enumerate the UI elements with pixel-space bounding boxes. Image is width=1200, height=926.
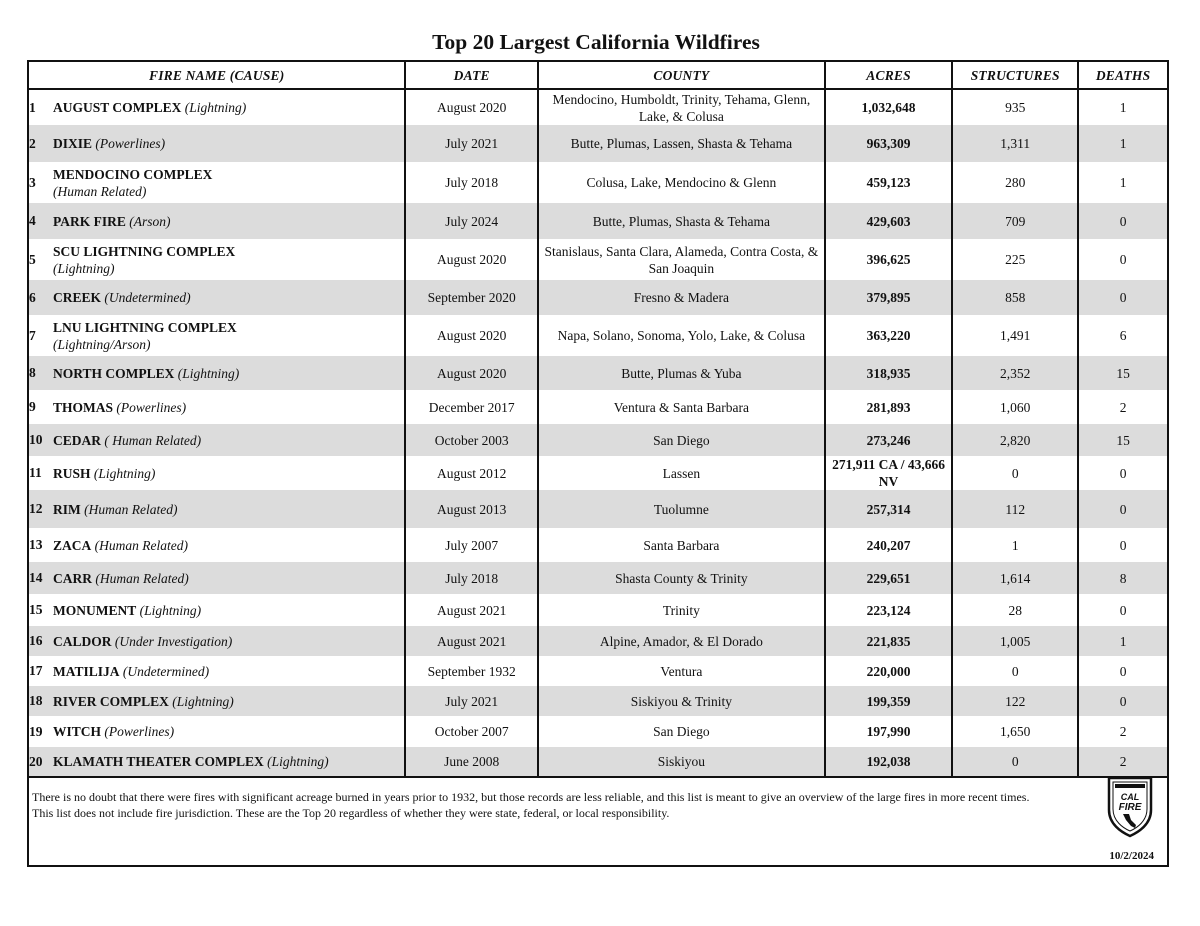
footer-note-2: This list does not include fire jurisdiction. These are the Top 20 regardless of whether they were state, federal, or local responsibility. bbox=[32, 806, 670, 820]
fire-deaths: 0 bbox=[1078, 528, 1167, 562]
fire-name-cell bbox=[29, 424, 405, 456]
fire-structures: 1,060 bbox=[952, 390, 1078, 424]
fire-name: MONUMENT bbox=[53, 602, 137, 618]
fire-cause: (Human Related) bbox=[84, 501, 178, 517]
table-row bbox=[29, 424, 1167, 456]
header-deaths: DEATHS bbox=[1078, 62, 1167, 89]
fire-name-block bbox=[53, 537, 188, 554]
fire-cause: (Human Related) bbox=[94, 537, 188, 553]
table-row bbox=[29, 456, 1167, 490]
fire-name: RIVER COMPLEX bbox=[53, 693, 169, 709]
fire-name-cell bbox=[29, 315, 405, 356]
fire-acres: 459,123 bbox=[825, 162, 953, 203]
table-row bbox=[29, 716, 1167, 747]
fire-name-block bbox=[53, 723, 174, 740]
fire-name-block bbox=[53, 602, 201, 619]
fire-date: October 2003 bbox=[405, 424, 538, 456]
fire-acres: 963,309 bbox=[825, 125, 953, 162]
fire-name-cell bbox=[29, 239, 405, 280]
fire-name-cell bbox=[29, 716, 405, 747]
fire-cause: (Arson) bbox=[129, 213, 171, 229]
table-row bbox=[29, 203, 1167, 239]
fire-name: NORTH COMPLEX bbox=[53, 365, 175, 381]
fire-county: Butte, Plumas & Yuba bbox=[538, 356, 825, 390]
fire-deaths: 1 bbox=[1078, 89, 1167, 125]
fire-county: Tuolumne bbox=[538, 490, 825, 528]
fire-date: July 2024 bbox=[405, 203, 538, 239]
table-row bbox=[29, 162, 1167, 203]
fire-rank: 3 bbox=[29, 174, 36, 190]
fire-name-cell bbox=[29, 626, 405, 656]
fire-acres: 199,359 bbox=[825, 686, 953, 716]
fire-date: July 2018 bbox=[405, 162, 538, 203]
fire-rank: 10 bbox=[29, 432, 43, 448]
fire-name-cell bbox=[29, 356, 405, 390]
fire-county: Siskiyou bbox=[538, 747, 825, 777]
fire-date: July 2007 bbox=[405, 528, 538, 562]
fire-name: THOMAS bbox=[53, 399, 114, 415]
fire-date: September 2020 bbox=[405, 280, 538, 315]
fire-date: June 2008 bbox=[405, 747, 538, 777]
fire-name-block bbox=[53, 365, 239, 382]
fire-rank: 20 bbox=[29, 753, 43, 769]
fire-cause: (Powerlines) bbox=[104, 724, 175, 740]
fire-deaths: 1 bbox=[1078, 125, 1167, 162]
fire-cause: (Lightning) bbox=[53, 260, 115, 276]
fire-date: December 2017 bbox=[405, 390, 538, 424]
fire-county: Santa Barbara bbox=[538, 528, 825, 562]
fire-name-cell bbox=[29, 89, 405, 125]
table-row bbox=[29, 686, 1167, 716]
page-title: Top 20 Largest California Wildfires bbox=[432, 30, 760, 54]
fire-date: August 2020 bbox=[405, 356, 538, 390]
fire-deaths: 0 bbox=[1078, 656, 1167, 686]
fire-name-cell bbox=[29, 390, 405, 424]
fire-rank: 14 bbox=[29, 570, 43, 586]
fire-county: San Diego bbox=[538, 716, 825, 747]
fire-name-block bbox=[53, 213, 171, 230]
fire-name-cell bbox=[29, 528, 405, 562]
svg-text:CAL: CAL bbox=[1120, 792, 1140, 802]
fire-cause: (Lightning) bbox=[184, 100, 247, 116]
fire-structures: 1,311 bbox=[952, 125, 1078, 162]
fire-rank: 19 bbox=[29, 723, 43, 739]
fire-county: Napa, Solano, Sonoma, Yolo, Lake, & Colusa bbox=[538, 315, 825, 356]
fire-name-cell bbox=[29, 747, 405, 777]
fire-date: August 2020 bbox=[405, 315, 538, 356]
table-row bbox=[29, 239, 1167, 280]
cal-fire-logo bbox=[1105, 774, 1155, 838]
fire-deaths: 0 bbox=[1078, 594, 1167, 626]
fire-deaths: 2 bbox=[1078, 747, 1167, 777]
fire-acres: 197,990 bbox=[825, 716, 953, 747]
fire-deaths: 1 bbox=[1078, 162, 1167, 203]
fire-name: CALDOR bbox=[53, 633, 112, 649]
footer-notes bbox=[32, 789, 1092, 821]
fire-deaths: 0 bbox=[1078, 686, 1167, 716]
table-row bbox=[29, 626, 1167, 656]
fire-structures: 225 bbox=[952, 239, 1078, 280]
fire-name-cell bbox=[29, 562, 405, 594]
fire-date: August 2020 bbox=[405, 89, 538, 125]
fire-rank: 11 bbox=[29, 465, 42, 481]
fire-rank: 7 bbox=[29, 327, 36, 343]
fire-structures: 1,650 bbox=[952, 716, 1078, 747]
fire-name-block bbox=[53, 633, 232, 650]
fire-structures: 122 bbox=[952, 686, 1078, 716]
fire-acres: 257,314 bbox=[825, 490, 953, 528]
fire-name: CREEK bbox=[53, 290, 102, 306]
fire-name-block bbox=[53, 399, 186, 416]
fire-name-cell bbox=[29, 162, 405, 203]
fire-county: Butte, Plumas, Shasta & Tehama bbox=[538, 203, 825, 239]
header-date: DATE bbox=[405, 62, 538, 89]
fire-name-cell bbox=[29, 686, 405, 716]
fire-date: August 2021 bbox=[405, 594, 538, 626]
table-row bbox=[29, 125, 1167, 162]
fire-county: Ventura & Santa Barbara bbox=[538, 390, 825, 424]
fire-rank: 18 bbox=[29, 693, 43, 709]
fire-name-cell bbox=[29, 490, 405, 528]
table-row bbox=[29, 528, 1167, 562]
table-body bbox=[29, 89, 1167, 777]
fire-name-cell bbox=[29, 125, 405, 162]
fire-name: ZACA bbox=[53, 537, 92, 553]
fire-cause: (Lightning) bbox=[93, 465, 156, 481]
fire-name-block bbox=[53, 501, 177, 518]
fire-county: Colusa, Lake, Mendocino & Glenn bbox=[538, 162, 825, 203]
fire-deaths: 6 bbox=[1078, 315, 1167, 356]
fire-acres: 273,246 bbox=[825, 424, 953, 456]
table-row bbox=[29, 390, 1167, 424]
fire-cause: (Lightning) bbox=[139, 602, 202, 618]
fire-name-block bbox=[53, 99, 246, 116]
fire-name: LNU LIGHTNING COMPLEX bbox=[53, 319, 237, 335]
fire-name-cell bbox=[29, 594, 405, 626]
fire-name-cell bbox=[29, 656, 405, 686]
fire-deaths: 0 bbox=[1078, 280, 1167, 315]
table-row bbox=[29, 594, 1167, 626]
fire-acres: 221,835 bbox=[825, 626, 953, 656]
fire-structures: 1,491 bbox=[952, 315, 1078, 356]
fire-rank: 9 bbox=[29, 399, 36, 415]
fire-cause: (Lightning) bbox=[177, 365, 240, 381]
fire-name-block bbox=[53, 166, 212, 200]
fire-rank: 13 bbox=[29, 537, 43, 553]
fire-structures: 0 bbox=[952, 456, 1078, 490]
fire-name: WITCH bbox=[53, 724, 102, 740]
fire-name-block bbox=[53, 570, 189, 587]
fire-name-block bbox=[53, 319, 237, 353]
fire-rank: 8 bbox=[29, 365, 36, 381]
fire-structures: 935 bbox=[952, 89, 1078, 125]
table-row bbox=[29, 656, 1167, 686]
fire-structures: 2,820 bbox=[952, 424, 1078, 456]
fire-structures: 1,614 bbox=[952, 562, 1078, 594]
fire-name: SCU LIGHTNING COMPLEX bbox=[53, 243, 236, 259]
fire-cause: (Under Investigation) bbox=[114, 633, 233, 649]
fire-date: August 2020 bbox=[405, 239, 538, 280]
fire-name: CARR bbox=[53, 570, 92, 586]
fire-date: September 1932 bbox=[405, 656, 538, 686]
fire-acres: 1,032,648 bbox=[825, 89, 953, 125]
fire-name-block bbox=[53, 693, 234, 710]
fire-name-block bbox=[53, 663, 209, 680]
fire-deaths: 0 bbox=[1078, 490, 1167, 528]
fire-structures: 0 bbox=[952, 656, 1078, 686]
fire-structures: 280 bbox=[952, 162, 1078, 203]
table-row bbox=[29, 356, 1167, 390]
wildfire-table-sheet bbox=[27, 60, 1169, 867]
table-row bbox=[29, 490, 1167, 528]
fire-cause: ( Human Related) bbox=[104, 432, 202, 448]
fire-name-block bbox=[53, 432, 201, 449]
fire-cause: (Lightning) bbox=[172, 693, 234, 709]
fire-deaths: 15 bbox=[1078, 424, 1167, 456]
fire-deaths: 2 bbox=[1078, 390, 1167, 424]
fire-name-block bbox=[53, 135, 165, 152]
fire-structures: 2,352 bbox=[952, 356, 1078, 390]
fire-acres: 271,911 CA / 43,666 NV bbox=[825, 456, 953, 490]
fire-rank: 15 bbox=[29, 602, 43, 618]
table-row bbox=[29, 89, 1167, 125]
fire-name-cell bbox=[29, 280, 405, 315]
fire-name: PARK FIRE bbox=[53, 213, 126, 229]
fire-date: August 2013 bbox=[405, 490, 538, 528]
fire-rank: 4 bbox=[29, 213, 36, 229]
fire-date: August 2012 bbox=[405, 456, 538, 490]
fire-rank: 2 bbox=[29, 135, 36, 151]
fire-rank: 12 bbox=[29, 501, 43, 517]
table-row bbox=[29, 315, 1167, 356]
fire-name: CEDAR bbox=[53, 432, 102, 448]
fire-structures: 112 bbox=[952, 490, 1078, 528]
fire-acres: 318,935 bbox=[825, 356, 953, 390]
fire-structures: 858 bbox=[952, 280, 1078, 315]
fire-structures: 1 bbox=[952, 528, 1078, 562]
fire-deaths: 8 bbox=[1078, 562, 1167, 594]
fire-county: Trinity bbox=[538, 594, 825, 626]
fire-county: Ventura bbox=[538, 656, 825, 686]
fire-structures: 709 bbox=[952, 203, 1078, 239]
fire-name: MATILIJA bbox=[53, 663, 120, 679]
svg-text:FIRE: FIRE bbox=[1118, 802, 1142, 813]
fire-cause: (Human Related) bbox=[53, 183, 147, 199]
fire-date: October 2007 bbox=[405, 716, 538, 747]
footer-note-1: There is no doubt that there were fires with significant acreage burned in years prior to 1932, but those records are less reliable, and this list is meant to give an overview of the large fires in more recent times. bbox=[32, 790, 1030, 804]
fire-county: Lassen bbox=[538, 456, 825, 490]
fire-deaths: 0 bbox=[1078, 203, 1167, 239]
fire-county: Shasta County & Trinity bbox=[538, 562, 825, 594]
fire-acres: 229,651 bbox=[825, 562, 953, 594]
fire-county: Fresno & Madera bbox=[538, 280, 825, 315]
fire-structures: 1,005 bbox=[952, 626, 1078, 656]
table-row bbox=[29, 747, 1167, 777]
fire-name-block bbox=[53, 289, 191, 306]
fire-acres: 192,038 bbox=[825, 747, 953, 777]
fire-name-block bbox=[53, 465, 155, 482]
fire-structures: 0 bbox=[952, 747, 1078, 777]
fire-deaths: 2 bbox=[1078, 716, 1167, 747]
fire-cause: (Human Related) bbox=[95, 570, 189, 586]
fire-acres: 281,893 bbox=[825, 390, 953, 424]
fire-cause: (Undetermined) bbox=[122, 663, 210, 679]
fire-county: Stanislaus, Santa Clara, Alameda, Contra Costa, & San Joaquin bbox=[538, 239, 825, 280]
fire-deaths: 1 bbox=[1078, 626, 1167, 656]
fire-acres: 363,220 bbox=[825, 315, 953, 356]
fire-cause: (Undetermined) bbox=[104, 290, 191, 306]
wildfire-table bbox=[29, 62, 1167, 778]
fire-acres: 396,625 bbox=[825, 239, 953, 280]
fire-name-cell bbox=[29, 456, 405, 490]
fire-name: AUGUST COMPLEX bbox=[53, 100, 182, 116]
header-structures: STRUCTURES bbox=[952, 62, 1078, 89]
fire-rank: 17 bbox=[29, 663, 43, 679]
fire-name: KLAMATH THEATER COMPLEX bbox=[53, 754, 264, 770]
fire-name-block bbox=[53, 243, 235, 277]
fire-name: RIM bbox=[53, 501, 81, 517]
header-county: COUNTY bbox=[538, 62, 825, 89]
fire-acres: 240,207 bbox=[825, 528, 953, 562]
fire-date: July 2018 bbox=[405, 562, 538, 594]
fire-date: July 2021 bbox=[405, 686, 538, 716]
fire-name-block bbox=[53, 753, 329, 770]
fire-rank: 16 bbox=[29, 633, 43, 649]
fire-deaths: 15 bbox=[1078, 356, 1167, 390]
fire-name-cell bbox=[29, 203, 405, 239]
fire-county: Siskiyou & Trinity bbox=[538, 686, 825, 716]
fire-cause: (Lightning) bbox=[267, 754, 329, 770]
header-fire-name: FIRE NAME (CAUSE) bbox=[29, 62, 405, 89]
table-row bbox=[29, 562, 1167, 594]
fire-acres: 223,124 bbox=[825, 594, 953, 626]
fire-rank: 5 bbox=[29, 251, 36, 267]
fire-date: July 2021 bbox=[405, 125, 538, 162]
fire-deaths: 0 bbox=[1078, 239, 1167, 280]
fire-deaths: 0 bbox=[1078, 456, 1167, 490]
fire-name: RUSH bbox=[53, 465, 91, 481]
fire-county: Butte, Plumas, Lassen, Shasta & Tehama bbox=[538, 125, 825, 162]
table-header-row bbox=[29, 62, 1167, 89]
fire-cause: (Lightning/Arson) bbox=[53, 336, 151, 352]
fire-county: San Diego bbox=[538, 424, 825, 456]
fire-rank: 1 bbox=[29, 99, 36, 115]
fire-date: August 2021 bbox=[405, 626, 538, 656]
fire-cause: (Powerlines) bbox=[95, 136, 166, 152]
revision-date: 10/2/2024 bbox=[1109, 850, 1154, 862]
fire-acres: 429,603 bbox=[825, 203, 953, 239]
fire-rank: 6 bbox=[29, 289, 36, 305]
fire-county: Alpine, Amador, & El Dorado bbox=[538, 626, 825, 656]
fire-name: DIXIE bbox=[53, 136, 93, 152]
fire-name: MENDOCINO COMPLEX bbox=[53, 166, 213, 182]
fire-structures: 28 bbox=[952, 594, 1078, 626]
fire-acres: 379,895 bbox=[825, 280, 953, 315]
header-acres: ACRES bbox=[825, 62, 953, 89]
fire-cause: (Powerlines) bbox=[116, 399, 187, 415]
table-row bbox=[29, 280, 1167, 315]
fire-acres: 220,000 bbox=[825, 656, 953, 686]
fire-county: Mendocino, Humboldt, Trinity, Tehama, Glenn, Lake, & Colusa bbox=[538, 89, 825, 125]
